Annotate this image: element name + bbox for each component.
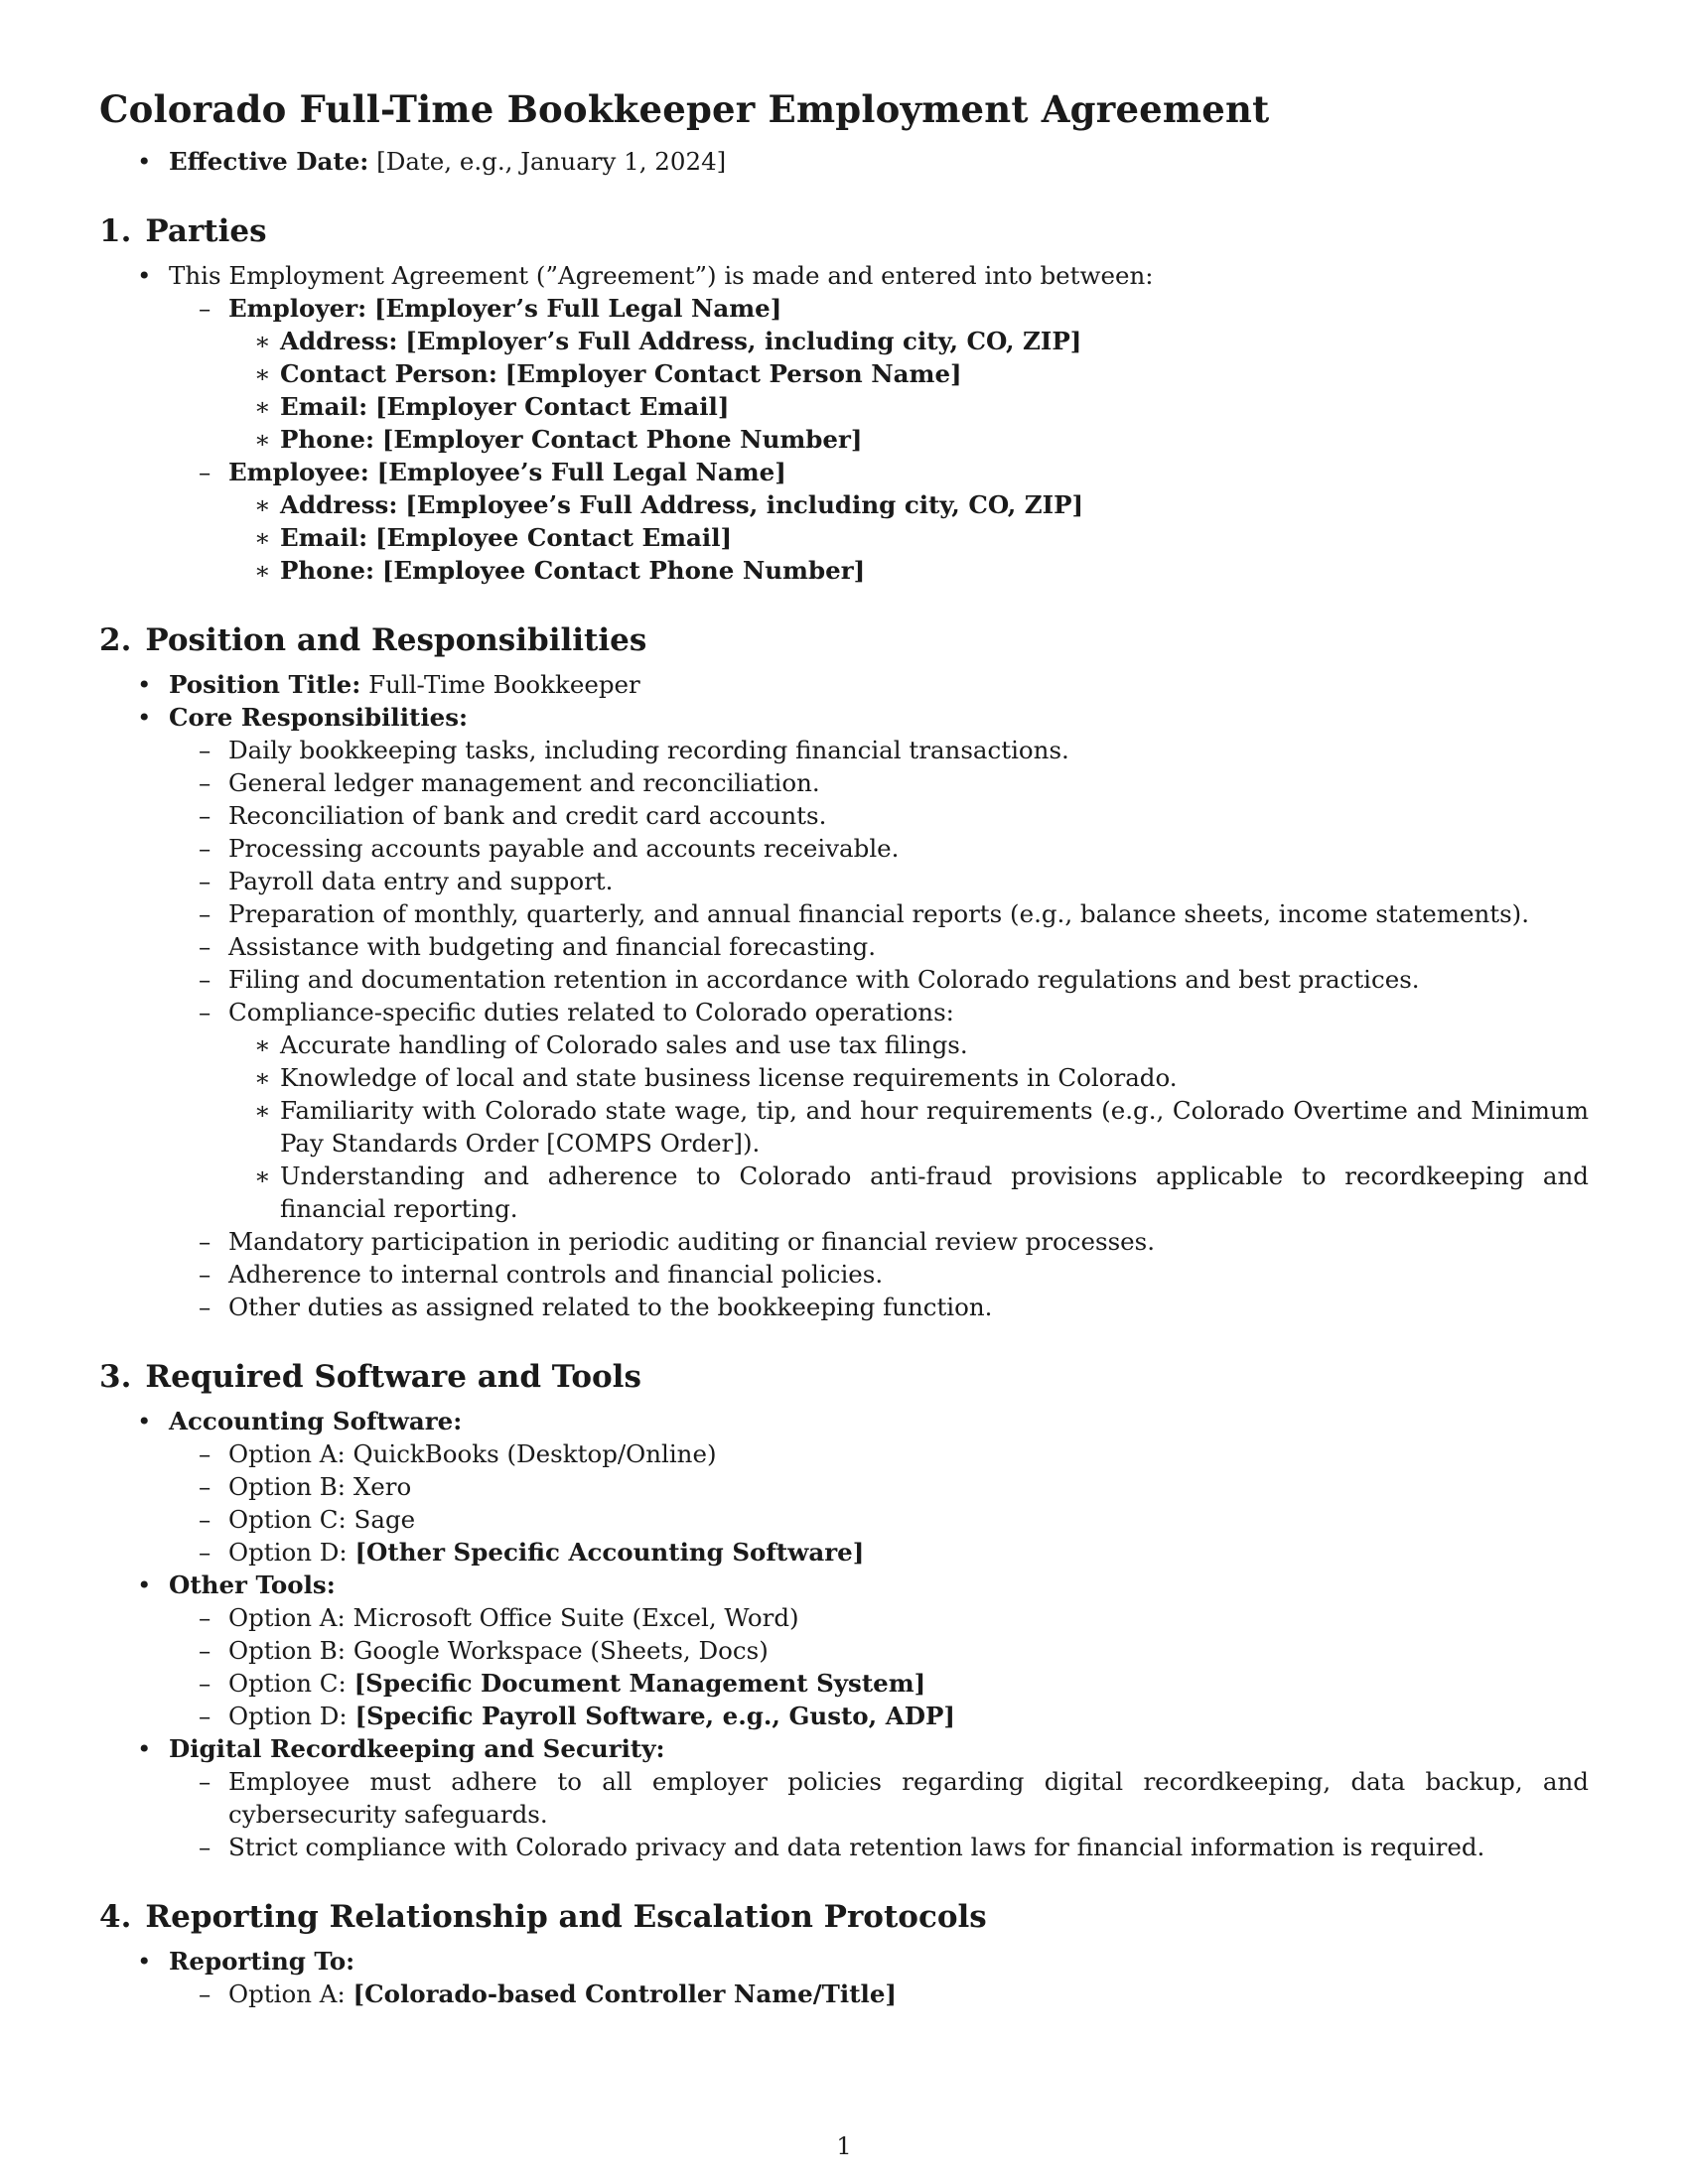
list-item: – Other duties as assigned related to the bookkeeping function. — [99, 1291, 1589, 1323]
other-tools: • Other Tools: – Option A: Microsoft Office Suite (Excel, Word) – Option B: Google Workspace (Sheets, Docs) – Option C: [Specific Document Management System] – Option D: [Specific Payroll Software, e.g., Gusto, ADP] — [99, 1569, 1589, 1732]
parties-intro: • This Employment Agreement (”Agreement”) is made and entered into between: – Employer: [Employer’s Full Legal Name] ∗ Address: [Employer’s Full Address, including city, CO, ZIP] ∗ Contact Person: [Employer Contact Person Name] ∗ Email: [Employer Contact Email] ∗ Phone: [Employer Contact Phone Number] – Employee: [Employee’s Full Legal Name] ∗ Address: [Employee’s Full Address, including city, CO, ZIP] ∗ Email: [Employee Contact Email] ∗ Phone: [Employee Contact Phone Number] — [99, 259, 1589, 587]
list-item: – Strict compliance with Colorado privacy and data retention laws for financial information is required. — [99, 1831, 1589, 1863]
list-item: – Assistance with budgeting and financial forecasting. — [99, 930, 1589, 963]
list-item: – Option A: Microsoft Office Suite (Excel, Word) — [99, 1601, 1589, 1634]
employer-address: ∗ Address: [Employer’s Full Address, including city, CO, ZIP] — [99, 325, 1589, 357]
list-item: – Mandatory participation in periodic auditing or financial review processes. — [99, 1225, 1589, 1258]
core-responsibilities: • Core Responsibilities: – Daily bookkeeping tasks, including recording financial transactions. – General ledger management and reconciliation. – Reconciliation of bank and credit card accounts. – Processing accounts payable and accounts receivable. – Payroll data entry and support. – Preparation of monthly, quarterly, and annual financial reports (e.g., balance sheets, income statements). – Assistance with budgeting and financial forecasting. – Filing and documentation retention in accordance with Colorado regulations and best practices. – Compliance-specific duties related to Colorado operations: ∗ Accurate handling of Colorado sales and use tax filings. ∗ Knowledge of local and state business license requirements in Colorado. ∗ Familiarity with Colorado state wage, tip, and hour requirements (e.g., Colorado Overtime and Minimum Pay Standards Order [COMPS Order]). ∗ Understanding and adherence to Colorado anti-fraud provisions applicable to recordkeeping and financial reporting. – Mandatory participation in periodic auditing or financial review processes. – Adherence to internal controls and financial policies. – Other duties as assigned related to the bookkeeping function. — [99, 701, 1589, 1323]
employer-contact: ∗ Contact Person: [Employer Contact Person Name] — [99, 357, 1589, 390]
section-2-heading: 2. Position and Responsibilities — [99, 622, 647, 658]
employer-email: ∗ Email: [Employer Contact Email] — [99, 390, 1589, 423]
employee-email: ∗ Email: [Employee Contact Email] — [99, 521, 1589, 554]
list-item: – Processing accounts payable and accounts receivable. — [99, 832, 1589, 865]
list-item: – Option C: [Specific Document Management System] — [99, 1667, 1589, 1700]
list-item: – Option A: [Colorado-based Controller Name/Title] — [99, 1978, 1589, 2010]
section-3-heading: 3. Required Software and Tools — [99, 1359, 641, 1395]
list-item: ∗ Knowledge of local and state business license requirements in Colorado. — [99, 1061, 1589, 1094]
list-item: – Option A: QuickBooks (Desktop/Online) — [99, 1437, 1589, 1470]
list-item: – Reconciliation of bank and credit card accounts. — [99, 799, 1589, 832]
employee-phone: ∗ Phone: [Employee Contact Phone Number] — [99, 554, 1589, 587]
employee-address: ∗ Address: [Employee’s Full Address, including city, CO, ZIP] — [99, 488, 1589, 521]
employer-item: – Employer: [Employer’s Full Legal Name] ∗ Address: [Employer’s Full Address, including city, CO, ZIP] ∗ Contact Person: [Employer Contact Person Name] ∗ Email: [Employer Contact Email] ∗ Phone: [Employer Contact Phone Number] — [99, 292, 1589, 456]
compliance-duties: – Compliance-specific duties related to Colorado operations: ∗ Accurate handling of Colorado sales and use tax filings. ∗ Knowledge of local and state business license requirements in Colorado. ∗ Familiarity with Colorado state wage, tip, and hour requirements (e.g., Colorado Overtime and Minimum Pay Standards Order [COMPS Order]). ∗ Understanding and adherence to Colorado anti-fraud provisions applicable to recordkeeping and financial reporting. — [99, 996, 1589, 1225]
employer-phone: ∗ Phone: [Employer Contact Phone Number] — [99, 423, 1589, 456]
employee-item: – Employee: [Employee’s Full Legal Name] ∗ Address: [Employee’s Full Address, including city, CO, ZIP] ∗ Email: [Employee Contact Email] ∗ Phone: [Employee Contact Phone Number] — [99, 456, 1589, 587]
list-item: – Option B: Xero — [99, 1470, 1589, 1503]
document-page — [99, 87, 1589, 2010]
list-item: ∗ Accurate handling of Colorado sales and use tax filings. — [99, 1028, 1589, 1061]
page-number: 1 — [836, 2132, 852, 2160]
list-item: – Adherence to internal controls and financial policies. — [99, 1258, 1589, 1291]
list-item: – General ledger management and reconciliation. — [99, 766, 1589, 799]
section-4-heading: 4. Reporting Relationship and Escalation Protocols — [99, 1899, 987, 1935]
list-item: – Option D: [Specific Payroll Software, e.g., Gusto, ADP] — [99, 1700, 1589, 1732]
digital-recordkeeping: • Digital Recordkeeping and Security: – Employee must adhere to all employer policies regarding digital recordkeeping, data backup, and cybersecurity safeguards. – Strict compliance with Colorado privacy and data retention laws for financial information is required. — [99, 1732, 1589, 1863]
list-item: – Filing and documentation retention in accordance with Colorado regulations and best practices. — [99, 963, 1589, 996]
list-item: ∗ Understanding and adherence to Colorado anti-fraud provisions applicable to recordkeeping and financial reporting. — [99, 1160, 1589, 1225]
section-1-heading: 1. Parties — [99, 213, 267, 249]
reporting-to: • Reporting To: – Option A: [Colorado-based Controller Name/Title] — [99, 1945, 1589, 2010]
position-title: • Position Title: Full-Time Bookkeeper — [99, 668, 1589, 701]
list-item: – Employee must adhere to all employer policies regarding digital recordkeeping, data backup, and cybersecurity safeguards. — [99, 1765, 1589, 1831]
list-item: – Option B: Google Workspace (Sheets, Docs) — [99, 1634, 1589, 1667]
list-item: – Option C: Sage — [99, 1503, 1589, 1536]
list-item: – Daily bookkeeping tasks, including recording financial transactions. — [99, 734, 1589, 766]
effective-date: • Effective Date: [Date, e.g., January 1, 2024] — [99, 145, 1589, 178]
accounting-software: • Accounting Software: – Option A: QuickBooks (Desktop/Online) – Option B: Xero – Option C: Sage – Option D: [Other Specific Accounting Software] — [99, 1405, 1589, 1569]
list-item: – Payroll data entry and support. — [99, 865, 1589, 897]
list-item: – Option D: [Other Specific Accounting Software] — [99, 1536, 1589, 1569]
list-item: ∗ Familiarity with Colorado state wage, tip, and hour requirements (e.g., Colorado Overtime and Minimum Pay Standards Order [COMPS Order]). — [99, 1094, 1589, 1160]
list-item: – Preparation of monthly, quarterly, and annual financial reports (e.g., balance sheets, income statements). — [99, 897, 1589, 930]
document-title: Colorado Full-Time Bookkeeper Employment Agreement — [99, 87, 1270, 131]
